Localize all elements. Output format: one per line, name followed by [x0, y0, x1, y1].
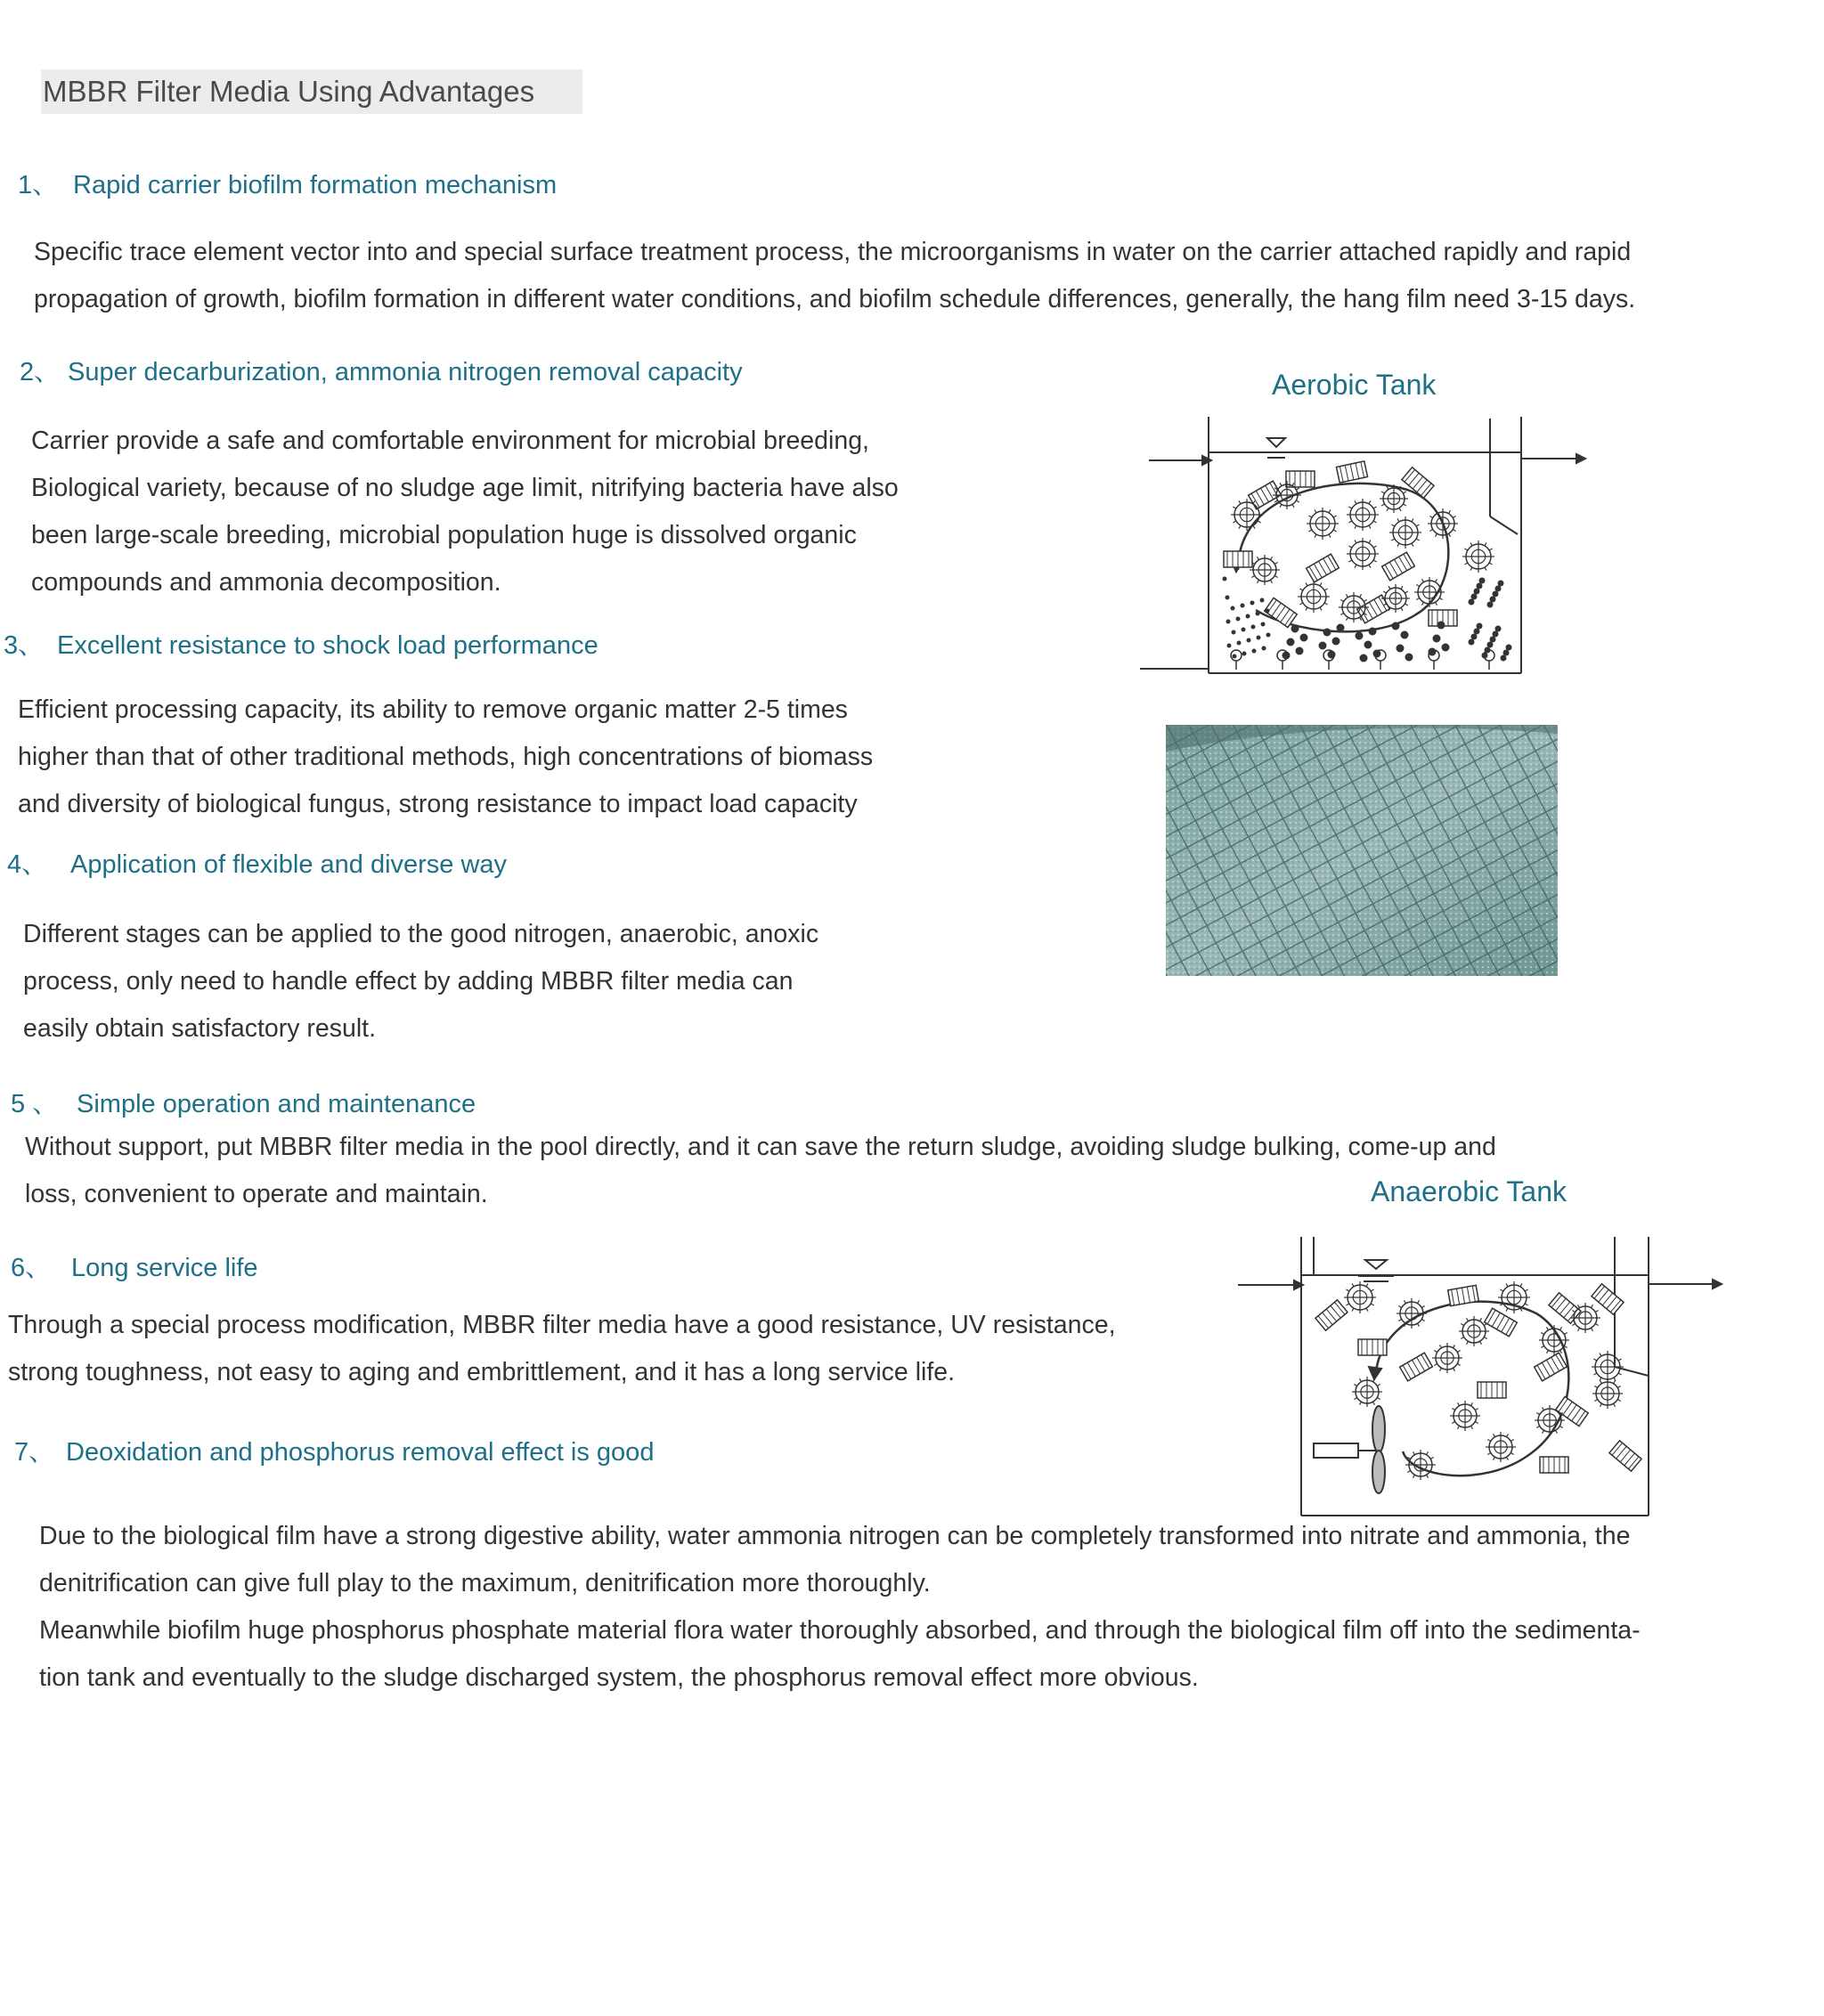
section-4-line: easily obtain satisfactory result.	[23, 1014, 377, 1043]
section-5-heading	[11, 1086, 476, 1122]
section-2-line: compounds and ammonia decomposition.	[31, 568, 501, 597]
media-block	[1358, 1339, 1387, 1355]
media-wheel	[1432, 1343, 1462, 1373]
media-block	[1535, 1353, 1568, 1381]
section-6-line: strong toughness, not easy to aging and embrittlement, and it has a long service life.	[8, 1358, 956, 1386]
section-7-title: Deoxidation and phosphorus removal effect is good	[66, 1438, 655, 1467]
section-6-title: Long service life	[71, 1254, 258, 1282]
media-block	[1315, 1300, 1348, 1330]
page-title: MBBR Filter Media Using Advantages	[41, 69, 582, 114]
section-5-title: Simple operation and maintenance	[77, 1090, 476, 1118]
media-block	[1382, 552, 1415, 581]
media-wheel	[1344, 1281, 1376, 1313]
section-6-number: 6、	[11, 1254, 52, 1282]
media-block	[1609, 1441, 1641, 1471]
section-4-number: 4、	[7, 850, 48, 879]
media-block	[1336, 461, 1367, 483]
section-5-line: loss, convenient to operate and maintain.	[25, 1180, 488, 1208]
media-wheel	[1462, 541, 1494, 573]
media-block	[1224, 551, 1252, 567]
section-3-line: higher than that of other traditional methods, high concentrations of biomass	[18, 743, 874, 771]
section-1-title: Rapid carrier biofilm formation mechanism	[73, 171, 558, 199]
section-6-heading	[11, 1250, 258, 1286]
section-5-number: 5 、	[11, 1090, 59, 1118]
section-5-body	[25, 1124, 1496, 1218]
filter-media-photo	[1166, 725, 1558, 976]
section-3-body	[18, 687, 873, 828]
media-wheel	[1414, 577, 1445, 607]
media-block	[1402, 467, 1434, 498]
section-2-number: 2、	[20, 358, 61, 386]
section-3-title: Excellent resistance to shock load performance	[57, 631, 598, 660]
section-4-heading	[7, 847, 507, 882]
section-7-line: denitrification can give full play to the maximum, denitrification more thoroughly.	[39, 1569, 931, 1597]
section-5-line: Without support, put MBBR filter media in the pool directly, and it can save the return sludge, avoiding sludge bulking, come-up and	[25, 1133, 1496, 1161]
media-wheel	[1307, 508, 1339, 540]
section-2-line: Carrier provide a safe and comfortable environment for microbial breeding,	[31, 427, 869, 455]
media-wheel	[1352, 1377, 1382, 1407]
media-block	[1478, 1382, 1506, 1398]
media-block	[1265, 597, 1298, 627]
section-2-title: Super decarburization, ammonia nitrogen removal capacity	[68, 358, 743, 386]
section-7-heading	[14, 1435, 654, 1470]
section-4-line: process, only need to handle effect by adding MBBR filter media can	[23, 967, 794, 996]
section-3-heading	[4, 628, 598, 663]
media-wheel	[1396, 1298, 1427, 1329]
media-wheel	[1347, 538, 1379, 570]
media-wheel	[1450, 1401, 1480, 1431]
media-block	[1400, 1353, 1433, 1381]
section-7-body	[39, 1513, 1641, 1702]
section-7-number: 7、	[14, 1438, 55, 1467]
section-1-body	[34, 229, 1635, 323]
anaerobic-tank-diagram	[1234, 1233, 1723, 1518]
section-6-line: Through a special process modification, MBBR filter media have a good resistance, UV resistance,	[8, 1311, 1116, 1339]
section-4-title: Application of flexible and diverse way	[70, 850, 508, 879]
aerobic-tank-label: Aerobic Tank	[1272, 369, 1437, 401]
media-block	[1540, 1457, 1568, 1473]
section-2-line: been large-scale breeding, microbial population huge is dissolved organic	[31, 521, 857, 549]
section-2-body	[31, 418, 899, 606]
media-block	[1307, 554, 1340, 582]
section-2-heading	[20, 354, 743, 390]
section-2-line: Biological variety, because of no sludge age limit, nitrifying bacteria have also	[31, 474, 899, 502]
media-wheel	[1347, 499, 1379, 531]
media-wheel	[1428, 508, 1458, 539]
section-7-line: Meanwhile biofilm huge phosphorus phosphate material flora water thoroughly absorbed, and through the biological film off into the sedimenta-	[39, 1616, 1641, 1645]
aerobic-tank-diagram	[1140, 410, 1603, 686]
media-block	[1448, 1285, 1479, 1305]
anaerobic-tank-label: Anaerobic Tank	[1371, 1175, 1567, 1207]
media-wheel	[1298, 581, 1330, 613]
media-block	[1485, 1308, 1518, 1337]
section-1-heading	[18, 167, 557, 203]
section-6-body	[8, 1302, 1116, 1396]
media-wheel	[1486, 1432, 1516, 1462]
media-block	[1592, 1284, 1624, 1314]
section-7-line: Due to the biological film have a strong digestive ability, water ammonia nitrogen can be completely transformed into nitrate and ammonia, the	[39, 1522, 1631, 1550]
section-4-body	[23, 911, 818, 1053]
section-3-line: Efficient processing capacity, its ability to remove organic matter 2-5 times	[18, 695, 848, 724]
section-7-line: tion tank and eventually to the sludge discharged system, the phosphorus removal effect more obvious.	[39, 1663, 1199, 1692]
section-3-line: and diversity of biological fungus, strong resistance to impact load capacity	[18, 790, 858, 818]
media-wheel	[1389, 516, 1421, 549]
media-wheel	[1592, 1351, 1624, 1383]
media-wheel	[1592, 1378, 1623, 1409]
media-wheel	[1250, 555, 1280, 585]
section-4-line: Different stages can be applied to the good nitrogen, anaerobic, anoxic	[23, 920, 819, 948]
section-1-line: Specific trace element vector into and special surface treatment process, the microorganisms in water on the carrier attached rapidly and rapid	[34, 238, 1632, 266]
section-1-number: 1、	[18, 171, 59, 199]
media-block	[1549, 1293, 1581, 1323]
section-3-number: 3、	[4, 631, 45, 660]
media-wheel	[1405, 1450, 1436, 1480]
section-1-line: propagation of growth, biofilm formation in different water conditions, and biofilm schedule differences, generally, the hang film need 3-15 days.	[34, 285, 1636, 313]
